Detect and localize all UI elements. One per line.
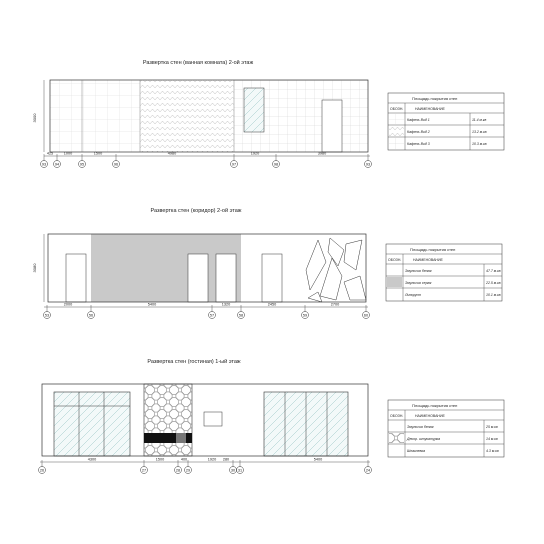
legend-row-name: Кафель Вид 3 — [407, 142, 430, 146]
dimension-value: 1000 — [63, 151, 73, 156]
legend-swatch-tile-2 — [389, 126, 404, 136]
axis-label: 94 — [54, 162, 60, 167]
dimension-value: 5400 — [313, 457, 323, 462]
legend-swatch-white — [387, 265, 402, 275]
legend-swatch-putty — [389, 445, 404, 456]
axis-label: 56 — [88, 313, 94, 318]
legend-row-area: 13.2 м.кв — [472, 130, 487, 134]
dimension-value: 1320 — [221, 302, 231, 307]
legend-title: Площадь покрытия стен — [412, 96, 458, 101]
bath-door — [322, 100, 342, 152]
axis-label: 59 — [302, 313, 308, 318]
bath-window — [244, 88, 264, 132]
legend-row-area: 25 м.кв — [486, 425, 498, 429]
legend-row-name: Эмульсия белая — [407, 425, 434, 429]
axis-label: 27 — [141, 468, 147, 473]
legend-row-area: 10.1 м.кв — [486, 293, 501, 297]
legend-swatch-white — [389, 421, 404, 431]
dimension-labels — [88, 458, 322, 462]
section-title: Развертка стен (ванная комната) 2-ой этаж — [142, 60, 254, 66]
elevation-corridor — [32, 207, 370, 319]
dimension-value: 1500 — [93, 151, 103, 156]
living-window-left — [54, 392, 130, 456]
legend-col-code: ОБОЗН. — [390, 107, 404, 111]
legend-living-room — [388, 400, 504, 457]
legend-corridor — [386, 244, 502, 301]
decor-plaster-panel — [144, 384, 192, 456]
axis-label: 93 — [41, 162, 47, 167]
legend-col-name: НАИМЕНОВАНИЕ — [415, 414, 445, 418]
section-title: Развертка стен (коридор) 2-ой этаж — [150, 208, 242, 214]
legend-row-name: Кафель Вид 2 — [407, 130, 430, 134]
axis-label: 93 — [365, 162, 371, 167]
legend-row-name: Шпаклевка — [407, 449, 426, 453]
legend-row-area: 14 м.кв — [486, 437, 498, 441]
dimension-value: 400 — [180, 457, 188, 462]
axis-label: 57 — [209, 313, 215, 318]
legend-row-name: Эмульсия белая — [405, 269, 432, 273]
axis-label: 60 — [363, 313, 369, 318]
legend-row-name: Декор. штукатурка — [407, 437, 441, 441]
section-title: Развертка стен (гостиная) 1-ый этаж — [147, 359, 241, 365]
dimension-value: 2000 — [63, 302, 73, 307]
dimension-value: 4980 — [167, 151, 177, 156]
height-dimension: 3000 — [32, 113, 37, 123]
axis-label: 30 — [230, 468, 236, 473]
legend-title: Площадь покрытия стен — [410, 247, 456, 252]
dimension-value: 425 — [46, 151, 54, 156]
corridor-door-4 — [262, 254, 282, 302]
dimension-value: 5400 — [147, 302, 157, 307]
legend-col-code: ОБОЗН. — [388, 258, 402, 262]
axis-label: 96 — [113, 162, 119, 167]
wall-tile-grid-left — [50, 80, 140, 152]
wall-lincrusta — [306, 234, 366, 302]
axis-label: 53 — [44, 313, 50, 318]
dimension-value: 1920 — [250, 151, 260, 156]
living-niche — [204, 412, 222, 426]
dimension-value: 2700 — [330, 302, 340, 307]
legend-swatch-plaster — [389, 433, 404, 443]
legend-swatch-tile-3 — [389, 138, 404, 149]
dimension-value: 3980 — [317, 151, 327, 156]
fireplace-side — [176, 433, 186, 443]
dimension-value: 1920 — [207, 457, 217, 462]
legend-row-area: 11.4 м.кв — [472, 118, 487, 122]
legend-row-area: 4.3 м.кв — [486, 449, 499, 453]
corridor-door-1 — [66, 254, 86, 302]
dimension-value: 280 — [222, 457, 230, 462]
corridor-door-3 — [216, 254, 236, 302]
legend-row-name: Эмульсия серая — [405, 281, 432, 285]
axis-label: 24 — [365, 468, 371, 473]
axis-label: 29 — [185, 468, 191, 473]
legend-swatch-grey — [387, 277, 402, 287]
axis-label: 95 — [79, 162, 85, 167]
legend-swatch-tile-1 — [389, 114, 404, 124]
axis-label: 31 — [237, 468, 243, 473]
dimension-value: 2450 — [267, 302, 277, 307]
height-dimension: 3080 — [32, 263, 37, 273]
dimension-labels — [64, 303, 339, 307]
corridor-door-2 — [188, 254, 208, 302]
elevation-bathroom — [32, 59, 372, 168]
legend-col-name: НАИМЕНОВАНИЕ — [415, 107, 445, 111]
legend-col-code: ОБОЗН. — [390, 414, 404, 418]
axis-label: 28 — [175, 468, 181, 473]
legend-title: Площадь покрытия стен — [412, 403, 458, 408]
axis-label: 26 — [39, 468, 45, 473]
legend-row-name: Линкруст — [405, 293, 422, 297]
legend-col-name: НАИМЕНОВАНИЕ — [413, 258, 443, 262]
axis-label: 58 — [238, 313, 244, 318]
legend-row-name: Кафель Вид 1 — [407, 118, 430, 122]
dimension-value: 4300 — [87, 457, 97, 462]
legend-row-area: 47.7 м.кв — [486, 269, 501, 273]
legend-swatch-lincrusta — [387, 289, 402, 300]
axis-label: 97 — [231, 162, 237, 167]
legend-bathroom — [388, 93, 504, 150]
legend-row-area: 22.5 м.кв — [486, 281, 501, 285]
axis-label: 98 — [273, 162, 279, 167]
wall-tile-zigzag — [140, 80, 234, 152]
elevation-living-room — [39, 358, 372, 474]
legend-row-area: 10.3 м.кв — [472, 142, 487, 146]
dimension-value: 1500 — [155, 457, 165, 462]
